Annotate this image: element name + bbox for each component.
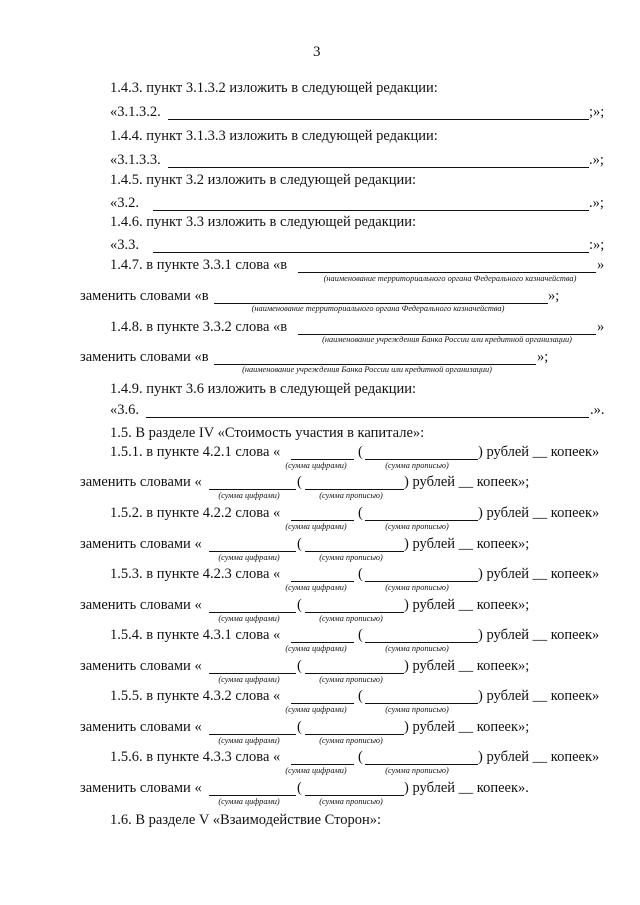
paren-open: ( <box>297 474 302 490</box>
edition-field[interactable] <box>146 417 589 418</box>
paren-open: ( <box>358 749 363 765</box>
rubles-kopecks: ) рублей __ копеек»; <box>404 474 530 490</box>
section-iv-heading: 1.5. В разделе IV «Стоимость участия в капитале»: <box>110 425 425 441</box>
sum-words-field[interactable] <box>365 581 478 582</box>
rubles-kopecks: ) рублей __ копеек» <box>478 688 600 704</box>
edition-label: «3.6. <box>110 402 139 418</box>
edition-label: «3.3. <box>110 237 139 253</box>
item-1-5-3: 1.5.3. в пункте 4.2.3 слова « <box>110 566 281 582</box>
caption-sum_digits: (сумма цифрами) <box>218 614 280 623</box>
sum-words-field[interactable] <box>305 612 404 613</box>
sum-digits-field[interactable] <box>291 581 354 582</box>
sum-words-field[interactable] <box>365 459 478 460</box>
edition-end: .»; <box>589 195 604 211</box>
replace-label: заменить словами « <box>80 719 202 735</box>
sum-words-field[interactable] <box>365 520 478 521</box>
replace-label: заменить словами « <box>80 474 202 490</box>
sum-words-field[interactable] <box>305 734 404 735</box>
caption-sum_words: (сумма прописью) <box>385 705 449 714</box>
edition-end: :»; <box>589 237 605 253</box>
caption-sum_words: (сумма прописью) <box>319 675 383 684</box>
edition-label: «3.1.3.2. <box>110 104 161 120</box>
sum-digits-field[interactable] <box>209 612 296 613</box>
caption-sum_words: (сумма прописью) <box>385 583 449 592</box>
item-1-4-9: 1.4.9. пункт 3.6 изложить в следующей редакции: <box>110 381 417 397</box>
edition-field[interactable] <box>153 210 589 211</box>
replace-label: заменить словами « <box>80 536 202 552</box>
organ-name-field[interactable] <box>298 272 596 273</box>
sum-digits-field[interactable] <box>291 703 354 704</box>
item-1-4-5: 1.4.5. пункт 3.2 изложить в следующей редакции: <box>110 172 417 188</box>
paren-open: ( <box>297 658 302 674</box>
caption-sum_digits: (сумма цифрами) <box>285 766 347 775</box>
paren-open: ( <box>358 627 363 643</box>
caption-sum_words: (сумма прописью) <box>319 491 383 500</box>
rubles-kopecks: ) рублей __ копеек»; <box>404 719 530 735</box>
sum-digits-field[interactable] <box>209 673 296 674</box>
caption-sum_digits: (сумма цифрами) <box>218 797 280 806</box>
rubles-kopecks: ) рублей __ копеек» <box>478 627 600 643</box>
paren-open: ( <box>297 597 302 613</box>
sum-words-field[interactable] <box>365 642 478 643</box>
item-1-5-6: 1.5.6. в пункте 4.3.3 слова « <box>110 749 281 765</box>
edition-end: .»; <box>589 152 604 168</box>
rubles-kopecks: ) рублей __ копеек» <box>478 566 600 582</box>
caption-sum_digits: (сумма цифрами) <box>285 522 347 531</box>
caption-sum_digits: (сумма цифрами) <box>218 736 280 745</box>
replace-label: заменить словами « <box>80 597 202 613</box>
paren-open: ( <box>358 505 363 521</box>
quote-end: » <box>597 319 605 335</box>
replace-label: заменить словами «в <box>80 288 209 304</box>
caption-sum_words: (сумма прописью) <box>385 644 449 653</box>
sum-digits-field[interactable] <box>291 459 354 460</box>
paren-open: ( <box>358 688 363 704</box>
edition-label: «3.1.3.3. <box>110 152 161 168</box>
edition-field[interactable] <box>168 167 589 168</box>
sum-digits-field[interactable] <box>209 489 296 490</box>
caption-sum_words: (сумма прописью) <box>385 766 449 775</box>
caption-sum_digits: (сумма цифрами) <box>285 705 347 714</box>
sum-words-field[interactable] <box>305 673 404 674</box>
item-1-4-6: 1.4.6. пункт 3.3 изложить в следующей редакции: <box>110 214 417 230</box>
edition-end: .». <box>590 402 605 418</box>
caption-sum_digits: (сумма цифрами) <box>218 675 280 684</box>
caption-sum_digits: (сумма цифрами) <box>285 583 347 592</box>
replace-label: заменить словами « <box>80 658 202 674</box>
caption-sum_digits: (сумма цифрами) <box>285 461 347 470</box>
caption-territorial_organ: (наименование территориального органа Федерального казначейства) <box>323 274 577 283</box>
paren-open: ( <box>297 780 302 796</box>
quote-end: »; <box>537 349 549 365</box>
caption-bank_institution: (наименование учреждения Банка России или кредитной организации) <box>242 365 492 374</box>
sum-words-field[interactable] <box>305 551 404 552</box>
rubles-kopecks: ) рублей __ копеек»; <box>404 536 530 552</box>
item-1-4-7: 1.4.7. в пункте 3.3.1 слова «в <box>110 257 288 273</box>
sum-words-field[interactable] <box>305 795 404 796</box>
edition-label: «3.2. <box>110 195 139 211</box>
item-1-5-2: 1.5.2. в пункте 4.2.2 слова « <box>110 505 281 521</box>
sum-digits-field[interactable] <box>291 642 354 643</box>
sum-digits-field[interactable] <box>209 795 296 796</box>
sum-words-field[interactable] <box>365 703 478 704</box>
caption-sum_words: (сумма прописью) <box>319 614 383 623</box>
page-number: 3 <box>313 44 321 60</box>
item-1-4-4: 1.4.4. пункт 3.1.3.3 изложить в следующей редакции: <box>110 128 438 144</box>
caption-sum_digits: (сумма цифрами) <box>218 491 280 500</box>
quote-end: » <box>597 257 605 273</box>
edition-field[interactable] <box>168 119 589 120</box>
sum-digits-field[interactable] <box>291 764 354 765</box>
section-v-heading: 1.6. В разделе V «Взаимодействие Сторон»: <box>110 812 382 828</box>
rubles-kopecks: ) рублей __ копеек». <box>404 780 529 796</box>
caption-sum_words: (сумма прописью) <box>385 461 449 470</box>
caption-sum_words: (сумма прописью) <box>385 522 449 531</box>
paren-open: ( <box>297 536 302 552</box>
rubles-kopecks: ) рублей __ копеек» <box>478 505 600 521</box>
rubles-kopecks: ) рублей __ копеек» <box>478 444 600 460</box>
paren-open: ( <box>358 444 363 460</box>
sum-words-field[interactable] <box>365 764 478 765</box>
caption-sum_words: (сумма прописью) <box>319 797 383 806</box>
sum-digits-field[interactable] <box>291 520 354 521</box>
item-1-4-3: 1.4.3. пункт 3.1.3.2 изложить в следующей редакции: <box>110 80 438 96</box>
replace-label: заменить словами «в <box>80 349 209 365</box>
sum-digits-field[interactable] <box>209 551 296 552</box>
edition-field[interactable] <box>153 252 589 253</box>
quote-end: »; <box>548 288 560 304</box>
rubles-kopecks: ) рублей __ копеек»; <box>404 658 530 674</box>
caption-sum_digits: (сумма цифрами) <box>218 553 280 562</box>
item-1-5-4: 1.5.4. в пункте 4.3.1 слова « <box>110 627 281 643</box>
edition-end: ;»; <box>589 104 605 120</box>
caption-sum_words: (сумма прописью) <box>319 553 383 562</box>
sum-words-field[interactable] <box>305 489 404 490</box>
paren-open: ( <box>358 566 363 582</box>
caption-sum_words: (сумма прописью) <box>319 736 383 745</box>
caption-bank_institution: (наименование учреждения Банка России или кредитной организации) <box>322 335 572 344</box>
caption-territorial_organ: (наименование территориального органа Федерального казначейства) <box>251 304 505 313</box>
sum-digits-field[interactable] <box>209 734 296 735</box>
item-1-5-5: 1.5.5. в пункте 4.3.2 слова « <box>110 688 281 704</box>
item-1-5-1: 1.5.1. в пункте 4.2.1 слова « <box>110 444 281 460</box>
replace-label: заменить словами « <box>80 780 202 796</box>
paren-open: ( <box>297 719 302 735</box>
caption-sum_digits: (сумма цифрами) <box>285 644 347 653</box>
rubles-kopecks: ) рублей __ копеек»; <box>404 597 530 613</box>
rubles-kopecks: ) рублей __ копеек» <box>478 749 600 765</box>
item-1-4-8: 1.4.8. в пункте 3.3.2 слова «в <box>110 319 288 335</box>
